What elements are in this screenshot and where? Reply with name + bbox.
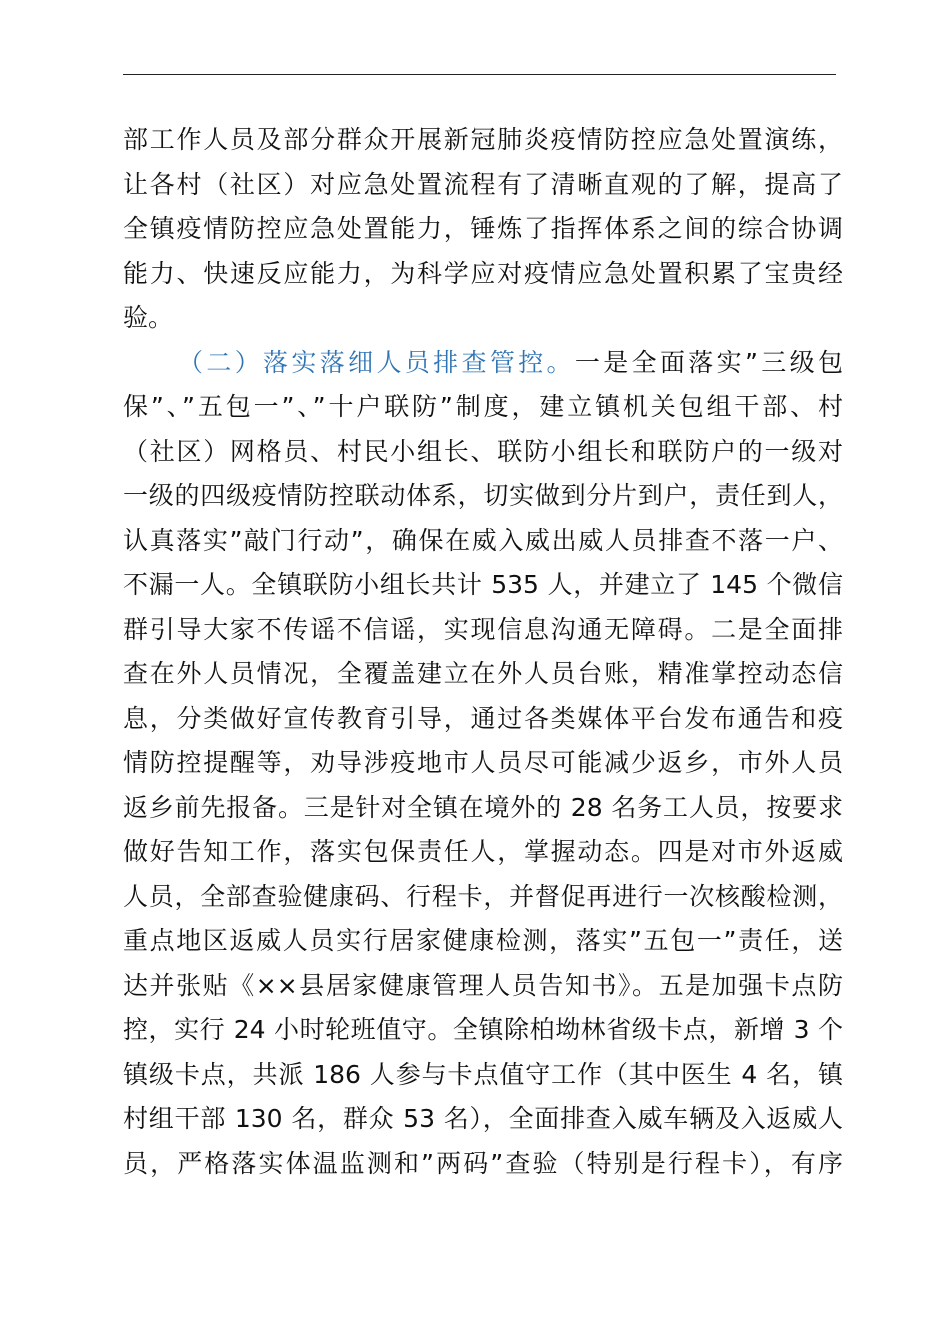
text-line: 息，分类做好宣传教育引导，通过各类媒体平台发布通告和疫 xyxy=(123,703,843,733)
text-line: 村组干部 130 名，群众 53 名），全面排查入威车辆及入返威人 xyxy=(123,1104,843,1133)
document-body xyxy=(123,118,843,1186)
text-line: 做好告知工作，落实包保责任人，掌握动态。四是对市外返威 xyxy=(123,837,843,866)
header-rule xyxy=(123,74,836,75)
paragraph-2-first-line xyxy=(123,341,843,386)
text-line: 保”、”五包一”、”十户联防”制度，建立镇机关包组干部、村 xyxy=(123,392,843,421)
text-line: 查在外人员情况，全覆盖建立在外人员台账，精准掌控动态信 xyxy=(123,659,843,688)
text-line: 部工作人员及部分群众开展新冠肺炎疫情防控应急处置演练， xyxy=(123,125,843,154)
text-line: 让各村（社区）对应急处置流程有了清晰直观的了解，提高了 xyxy=(123,169,843,199)
text-line: 情防控提醒等，劝导涉疫地市人员尽可能减少返乡，市外人员 xyxy=(123,748,843,777)
text-line: 全镇疫情防控应急处置能力，锤炼了指挥体系之间的综合协调 xyxy=(123,214,843,243)
text-line: 能力、快速反应能力，为科学应对疫情应急处置积累了宝贵经 xyxy=(123,258,843,288)
text-span: 一是全面落实”三级包 xyxy=(574,347,843,377)
paragraph-1 xyxy=(123,118,843,341)
text-line: 认真落实”敲门行动”，确保在威入威出威人员排查不落一户、 xyxy=(123,525,843,555)
text-line: 验。 xyxy=(123,303,174,332)
text-line: 不漏一人。全镇联防小组长共计 535 人，并建立了 145 个微信 xyxy=(123,570,843,599)
paragraph-2 xyxy=(123,341,843,1187)
text-line: 控，实行 24 小时轮班值守。全镇除柏坳林省级卡点，新增 3 个 xyxy=(123,1015,843,1044)
text-line: （社区）网格员、村民小组长、联防小组长和联防户的一级对 xyxy=(123,436,843,466)
text-line: 群引导大家不传谣不信谣，实现信息沟通无障碍。二是全面排 xyxy=(123,614,843,644)
text-line: 一级的四级疫情防控联动体系，切实做到分片到户，责任到人， xyxy=(123,481,843,510)
text-line: 员，严格落实体温监测和”两码”查验（特别是行程卡），有序 xyxy=(123,1148,843,1178)
text-line: 人员，全部查验健康码、行程卡，并督促再进行一次核酸检测， xyxy=(123,881,843,911)
text-line: 重点地区返威人员实行居家健康检测，落实”五包一”责任，送 xyxy=(123,926,843,955)
text-line: 返乡前先报备。三是针对全镇在境外的 28 名务工人员，按要求 xyxy=(123,792,843,822)
text-line: 达并张贴《××县居家健康管理人员告知书》。五是加强卡点防 xyxy=(123,970,843,1000)
text-line: 镇级卡点，共派 186 人参与卡点值守工作（其中医生 4 名，镇 xyxy=(123,1059,843,1089)
section-heading: （二）落实落细人员排查管控。 xyxy=(178,347,575,377)
